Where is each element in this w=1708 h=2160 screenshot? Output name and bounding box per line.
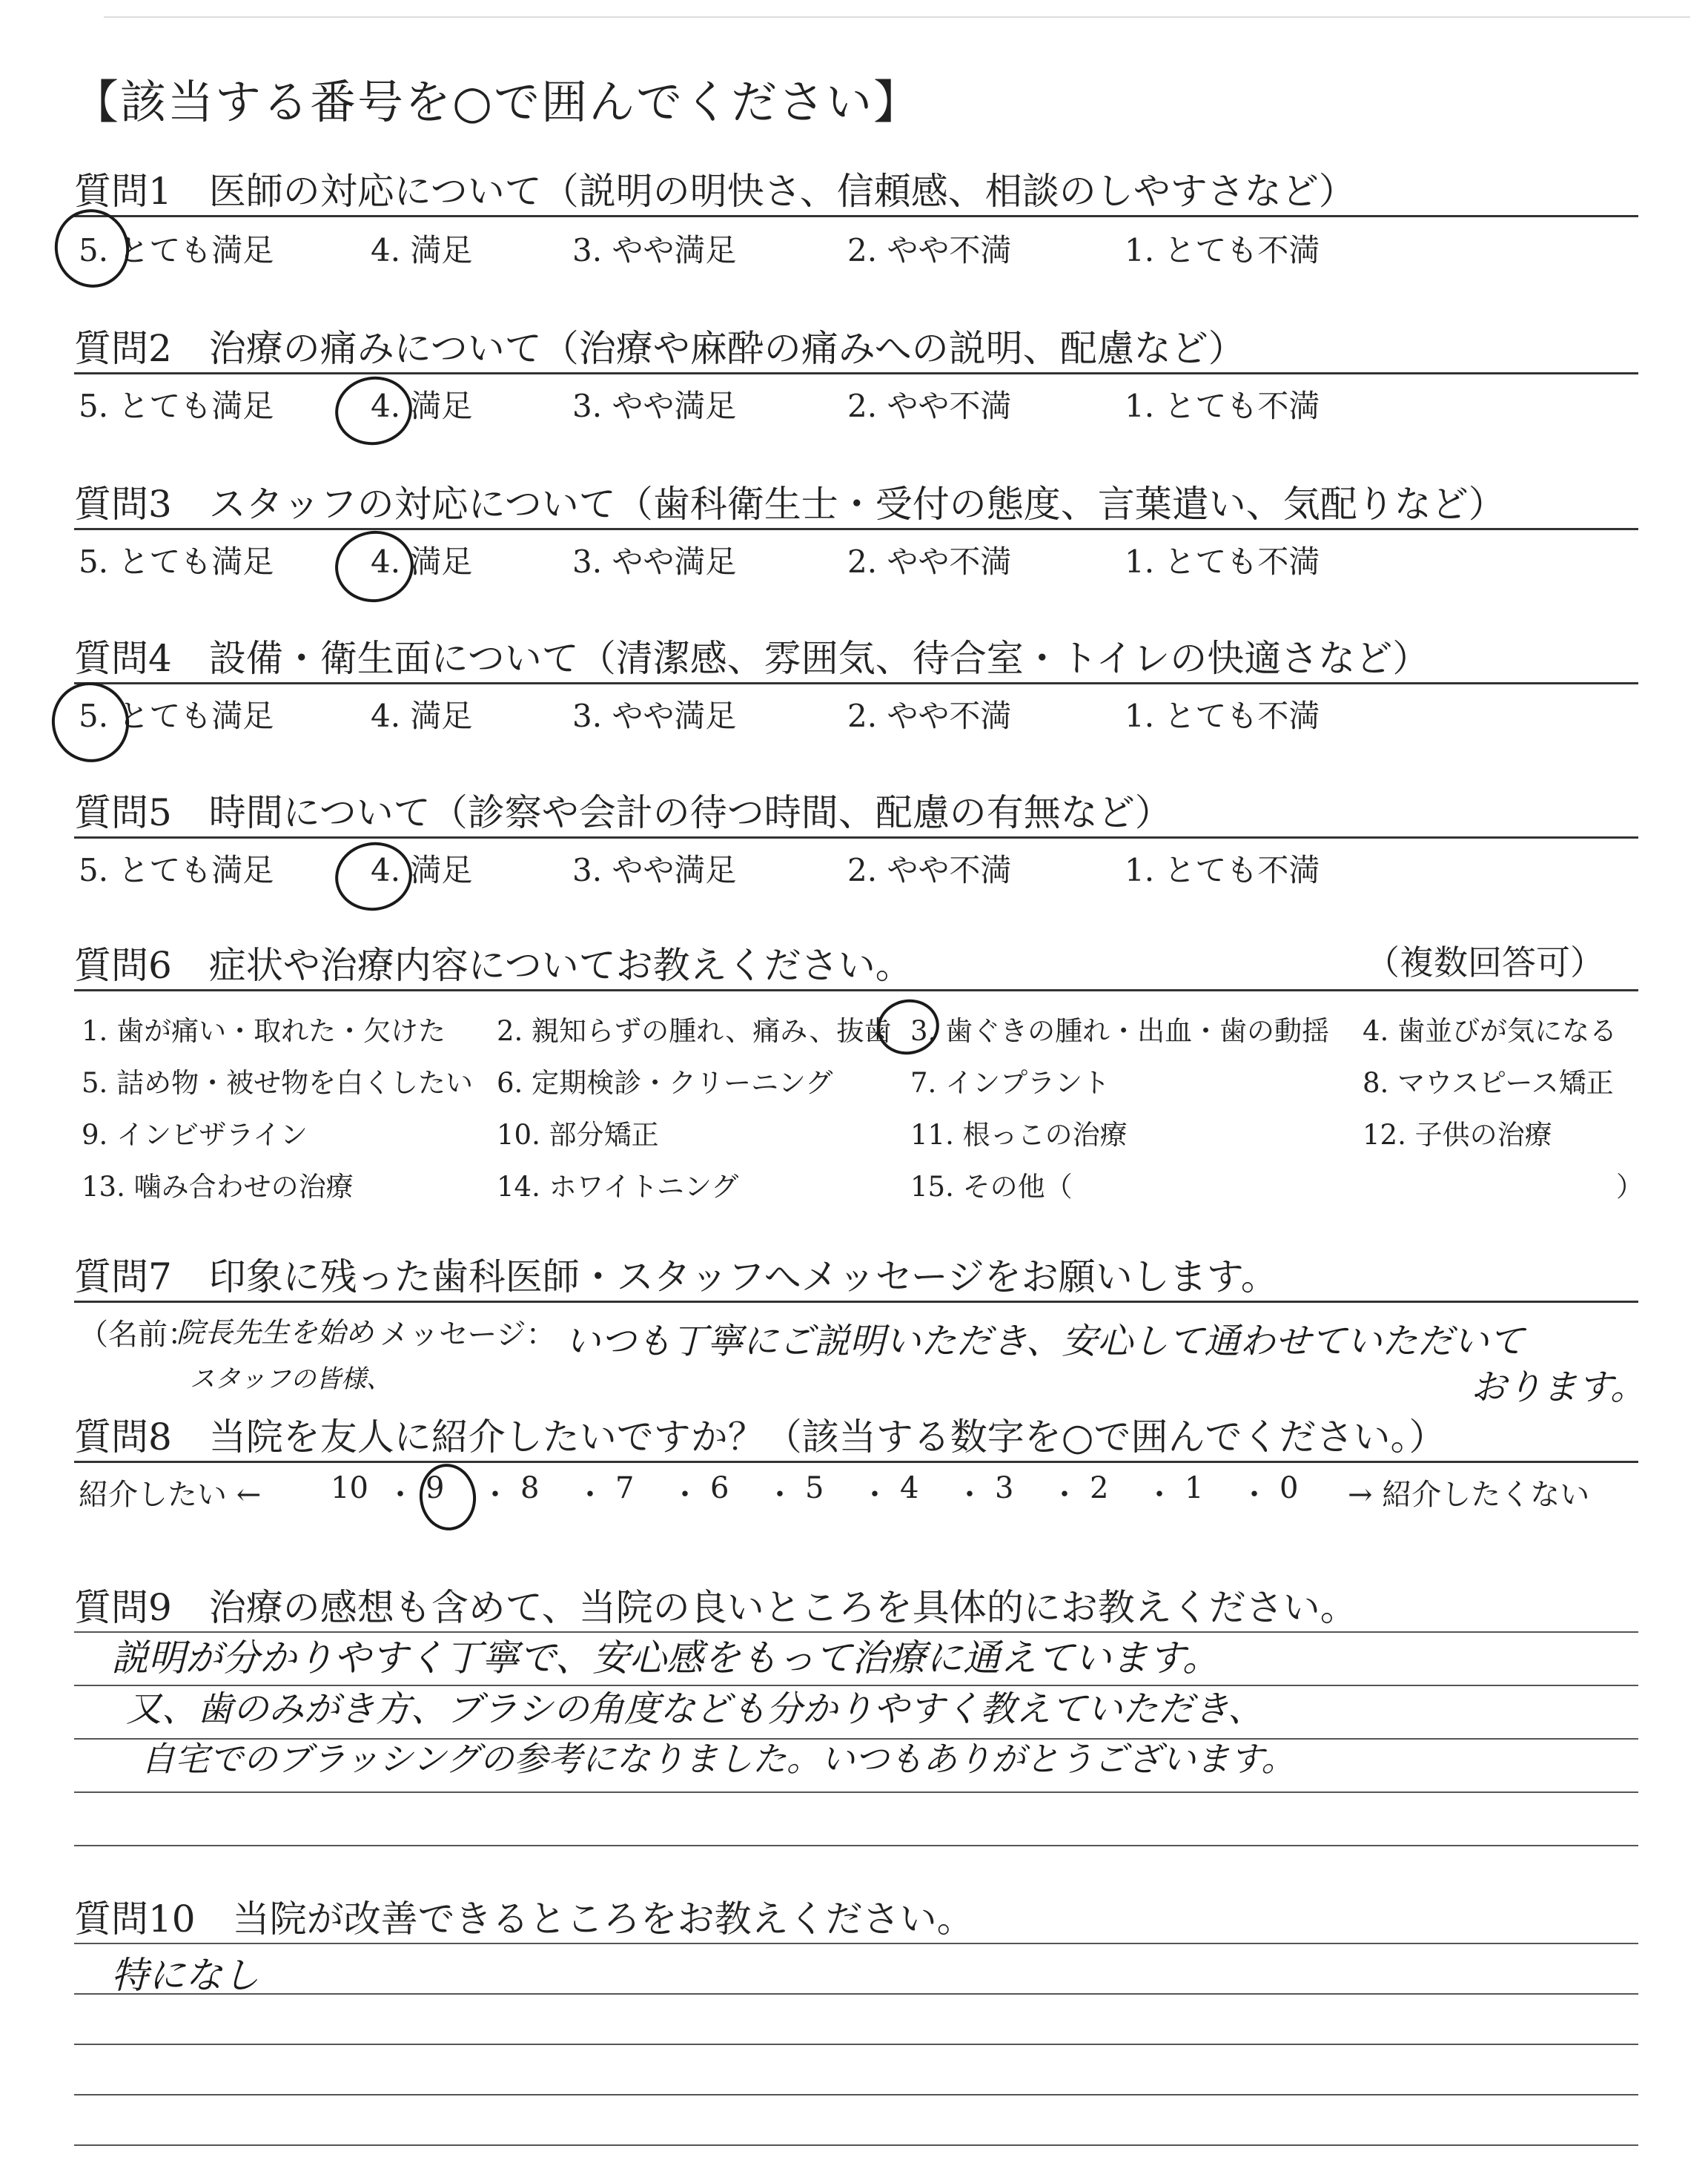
q6-item-13[interactable]: 13. 噛み合わせの治療 bbox=[82, 1171, 354, 1203]
q10-line-2 bbox=[74, 1993, 1638, 1995]
q4-selection-circle bbox=[43, 674, 137, 770]
q8-scale-separator: ・ bbox=[860, 1478, 890, 1512]
q4-rule bbox=[74, 682, 1638, 684]
q2-rule bbox=[74, 372, 1638, 374]
q9-answer-line3[interactable]: 自宅でのブラッシングの参考になりました。いつもありがとうございます。 bbox=[141, 1739, 1296, 1779]
q8-title: 質問8 当院を友人に紹介したいですか？（該当する数字を○で囲んでください。） bbox=[74, 1416, 1446, 1459]
q7-rule bbox=[74, 1301, 1638, 1303]
q8-scale-separator: ・ bbox=[1145, 1478, 1174, 1512]
q3-option-2[interactable]: 2. やや不満 bbox=[847, 544, 1012, 580]
q8-scale-separator: ・ bbox=[385, 1478, 415, 1512]
q9-answer-line1[interactable]: 説明が分かりやすく丁寧で、安心感をもって治療に通えています。 bbox=[111, 1636, 1219, 1680]
q2-option-3[interactable]: 3. やや満足 bbox=[572, 388, 737, 424]
q4-option-2[interactable]: 2. やや不満 bbox=[847, 698, 1012, 734]
q6-item-14[interactable]: 14. ホワイトニング bbox=[497, 1171, 739, 1203]
q8-scale-separator: ・ bbox=[670, 1478, 700, 1512]
q5-option-3[interactable]: 3. やや満足 bbox=[572, 852, 737, 888]
q9-line-5 bbox=[74, 1845, 1638, 1846]
q7-name-line2[interactable]: スタッフの皆様、 bbox=[190, 1364, 391, 1394]
q3-option-5[interactable]: 5. とても満足 bbox=[79, 544, 274, 580]
q5-option-4[interactable]: 4. 満足 bbox=[371, 852, 473, 888]
q10-line-3 bbox=[74, 2044, 1638, 2045]
q8-scale-separator: ・ bbox=[955, 1478, 984, 1512]
q1-option-1[interactable]: 1. とても不満 bbox=[1125, 232, 1320, 268]
q7-name-line1[interactable]: 院長先生を始め bbox=[176, 1316, 374, 1349]
q7-name-label: （名前： bbox=[79, 1318, 197, 1352]
q8-scale-7[interactable]: 7 bbox=[615, 1471, 635, 1505]
q8-scale-10[interactable]: 10 bbox=[331, 1471, 368, 1505]
q6-item-5[interactable]: 5. 詰め物・被せ物を白くしたい bbox=[82, 1067, 474, 1099]
q4-option-4[interactable]: 4. 満足 bbox=[371, 698, 473, 734]
q10-answer[interactable]: 特になし bbox=[111, 1954, 259, 1997]
q9-answer-line2[interactable]: 又、歯のみがき方、ブラシの角度なども分かりやすく教えていただき、 bbox=[126, 1688, 1264, 1730]
q8-scale-separator: ・ bbox=[575, 1478, 605, 1512]
q8-scale-3[interactable]: 3 bbox=[995, 1471, 1014, 1505]
q8-scale-separator: ・ bbox=[765, 1478, 795, 1512]
q6-selection-circle bbox=[872, 994, 944, 1060]
q2-title: 質問2 治療の痛みについて（治療や麻酔の痛みへの説明、配慮など） bbox=[74, 327, 1245, 370]
q8-scale-1[interactable]: 1 bbox=[1185, 1471, 1204, 1505]
q8-scale-separator: ・ bbox=[1050, 1478, 1079, 1512]
q7-message-line2[interactable]: おります。 bbox=[1471, 1367, 1646, 1408]
q6-item-4[interactable]: 4. 歯並びが気になる bbox=[1363, 1015, 1618, 1047]
q5-rule bbox=[74, 836, 1638, 839]
q6-item-12[interactable]: 12. 子供の治療 bbox=[1363, 1119, 1552, 1151]
q8-left-label: 紹介したい ← bbox=[79, 1478, 262, 1512]
q6-item-15-close: ） bbox=[1616, 1171, 1644, 1203]
q6-item-6[interactable]: 6. 定期検診・クリーニング bbox=[497, 1067, 833, 1099]
q3-title: 質問3 スタッフの対応について（歯科衛生士・受付の態度、言葉遣い、気配りなど） bbox=[74, 483, 1506, 526]
q5-title: 質問5 時間について（診察や会計の待つ時間、配慮の有無など） bbox=[74, 791, 1172, 834]
q1-option-4[interactable]: 4. 満足 bbox=[371, 232, 473, 268]
q8-scale-separator: ・ bbox=[1239, 1478, 1269, 1512]
q9-title: 質問9 治療の感想も含めて、当院の良いところを具体的にお教えください。 bbox=[74, 1586, 1357, 1629]
scan-edge bbox=[104, 16, 1690, 18]
q6-item-11[interactable]: 11. 根っこの治療 bbox=[910, 1119, 1128, 1151]
q6-title: 質問6 症状や治療内容についてお教えください。 bbox=[74, 944, 913, 987]
q8-scale-5[interactable]: 5 bbox=[805, 1471, 824, 1505]
q3-option-4[interactable]: 4. 満足 bbox=[371, 544, 473, 580]
q9-line-4 bbox=[74, 1791, 1638, 1793]
q8-rule bbox=[74, 1461, 1638, 1463]
q5-option-1[interactable]: 1. とても不満 bbox=[1125, 852, 1320, 888]
q8-scale-2[interactable]: 2 bbox=[1090, 1471, 1109, 1505]
q6-item-9[interactable]: 9. インビザライン bbox=[82, 1119, 308, 1151]
page-title: 【該当する番号を○で囲んでください】 bbox=[73, 75, 921, 129]
q8-scale-4[interactable]: 4 bbox=[900, 1471, 919, 1505]
q6-item-3[interactable]: 3. 歯ぐきの腫れ・出血・歯の動揺 bbox=[910, 1015, 1330, 1047]
q2-option-4[interactable]: 4. 満足 bbox=[371, 388, 473, 424]
q2-option-1[interactable]: 1. とても不満 bbox=[1125, 388, 1320, 424]
q6-item-8[interactable]: 8. マウスピース矯正 bbox=[1363, 1067, 1614, 1099]
q6-rule bbox=[74, 989, 1638, 991]
q8-scale-9[interactable]: 9 bbox=[426, 1471, 445, 1505]
q8-scale-6[interactable]: 6 bbox=[710, 1471, 729, 1505]
q4-option-5[interactable]: 5. とても満足 bbox=[79, 698, 274, 734]
q10-line-1 bbox=[74, 1943, 1638, 1944]
q8-scale-8[interactable]: 8 bbox=[520, 1471, 540, 1505]
q1-option-2[interactable]: 2. やや不満 bbox=[847, 232, 1012, 268]
q6-item-15[interactable]: 15. その他（ bbox=[910, 1171, 1073, 1203]
q6-note: （複数回答可） bbox=[1366, 942, 1604, 982]
q8-scale-separator: ・ bbox=[480, 1478, 510, 1512]
q7-message-line1[interactable]: いつも丁寧にご説明いただき、安心して通わせていただいて bbox=[565, 1321, 1525, 1362]
q10-line-5 bbox=[74, 2144, 1638, 2146]
q3-option-3[interactable]: 3. やや満足 bbox=[572, 544, 737, 580]
q5-option-5[interactable]: 5. とても満足 bbox=[79, 852, 274, 888]
q7-message-label: メッセージ： bbox=[380, 1318, 556, 1352]
q1-option-3[interactable]: 3. やや満足 bbox=[572, 232, 737, 268]
q8-right-label: → 紹介したくない bbox=[1348, 1478, 1590, 1512]
q3-option-1[interactable]: 1. とても不満 bbox=[1125, 544, 1320, 580]
q6-item-1[interactable]: 1. 歯が痛い・取れた・欠けた bbox=[82, 1015, 446, 1047]
q6-item-2[interactable]: 2. 親知らずの腫れ、痛み、抜歯 bbox=[497, 1015, 892, 1047]
q7-title: 質問7 印象に残った歯科医師・スタッフへメッセージをお願いします。 bbox=[74, 1255, 1278, 1298]
q1-title: 質問1 医師の対応について（説明の明快さ、信頼感、相談のしやすさなど） bbox=[74, 170, 1356, 213]
q1-option-5[interactable]: 5. とても満足 bbox=[79, 232, 274, 268]
q4-title: 質問4 設備・衛生面について（清潔感、雰囲気、待合室・トイレの快適さなど） bbox=[74, 637, 1430, 680]
q10-title: 質問10 当院が改善できるところをお教えください。 bbox=[74, 1898, 974, 1941]
q10-line-4 bbox=[74, 2094, 1638, 2095]
q1-rule bbox=[74, 215, 1638, 217]
q8-scale-0[interactable]: 0 bbox=[1280, 1471, 1299, 1505]
q5-option-2[interactable]: 2. やや不満 bbox=[847, 852, 1012, 888]
q2-option-2[interactable]: 2. やや不満 bbox=[847, 388, 1012, 424]
q4-option-1[interactable]: 1. とても不満 bbox=[1125, 698, 1320, 734]
q6-item-7[interactable]: 7. インプラント bbox=[910, 1067, 1110, 1099]
q4-option-3[interactable]: 3. やや満足 bbox=[572, 698, 737, 734]
q2-option-5[interactable]: 5. とても満足 bbox=[79, 388, 274, 424]
q3-rule bbox=[74, 528, 1638, 530]
q6-item-10[interactable]: 10. 部分矯正 bbox=[497, 1119, 659, 1151]
